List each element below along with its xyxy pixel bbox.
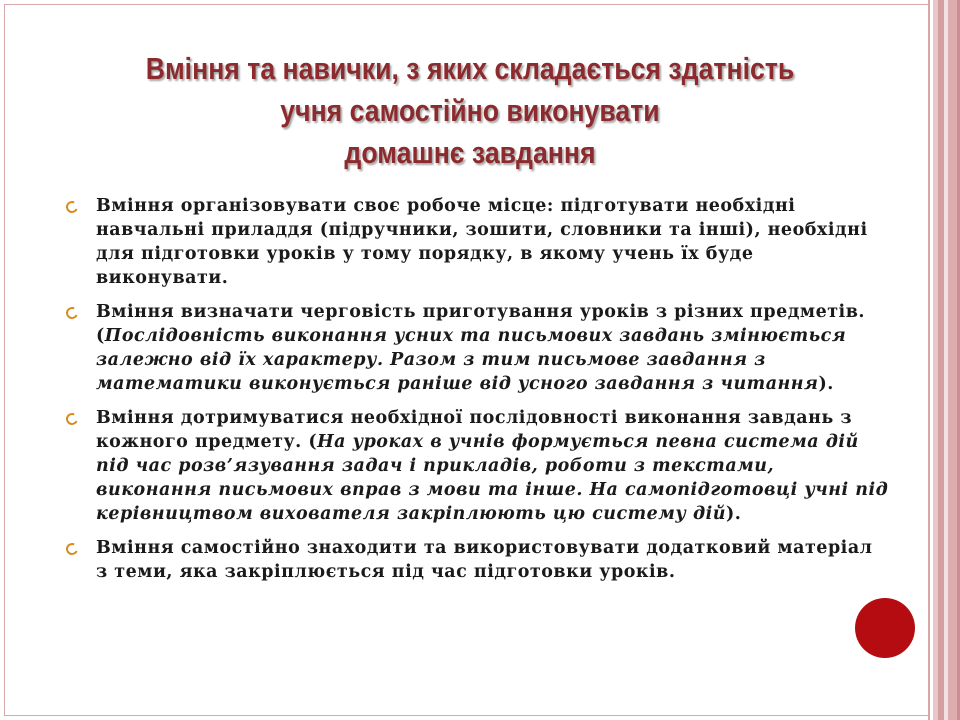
bullet-list (60, 194, 890, 594)
bullet-text: Вміння самостійно знаходити та використовувати додатковий матеріал з теми, яка закріплюється під час підготовки уроків. (96, 538, 873, 582)
slide-title (117, 48, 822, 174)
title-line-1: Вміння та навички, з яких складається здатність (145, 51, 795, 86)
bullet-marker-icon (64, 305, 79, 320)
bullet-text: Вміння дотримуватися необхідної послідовності виконання завдань з кожного предмету. ( (96, 408, 853, 452)
title-line-3: домашнє завдання (344, 135, 596, 170)
frame-top-border (4, 4, 930, 5)
bullet-text: Вміння організовувати своє робоче місце: підготувати необхідні навчальні приладдя (підручники, зошити, словники та інші), необхідні для підготовки уроків у тому порядку, в якому учень їх буде виконувати. (96, 196, 868, 288)
frame-bottom-border (4, 715, 930, 716)
bullet-italic-text: Послідовність виконання усних та письмових завдань змінюється залежно від їх характеру. Разом з тим письмове завдання з математики виконується раніше від усного завдання з читання (96, 326, 847, 394)
frame-left-border (4, 4, 5, 716)
bullet-marker-icon (64, 411, 79, 426)
bullet-marker-icon (64, 541, 79, 556)
bullet-text: Вміння визначати черговість приготування уроків з різних предметів. ( (96, 302, 865, 346)
bullet-item (60, 536, 890, 584)
decor-stripe (948, 0, 957, 720)
bullet-item (60, 194, 890, 290)
bullet-tail: ). (726, 504, 742, 524)
bullet-tail: ). (818, 374, 834, 394)
title-line-2: учня самостійно виконувати (280, 93, 660, 128)
bullet-marker-icon (64, 199, 79, 214)
decor-stripe (928, 0, 930, 720)
bullet-italic-text: На уроках в учнів формується певна система дій під час розв’язування задач і прикладів, роботи з текстами, виконання письмових вправ з мови та інше. На самопідготовці учні під керівництвом вихователя закріплюють цю систему дій (96, 432, 889, 524)
bullet-item (60, 406, 890, 526)
accent-circle (855, 598, 915, 658)
bullet-item (60, 300, 890, 396)
